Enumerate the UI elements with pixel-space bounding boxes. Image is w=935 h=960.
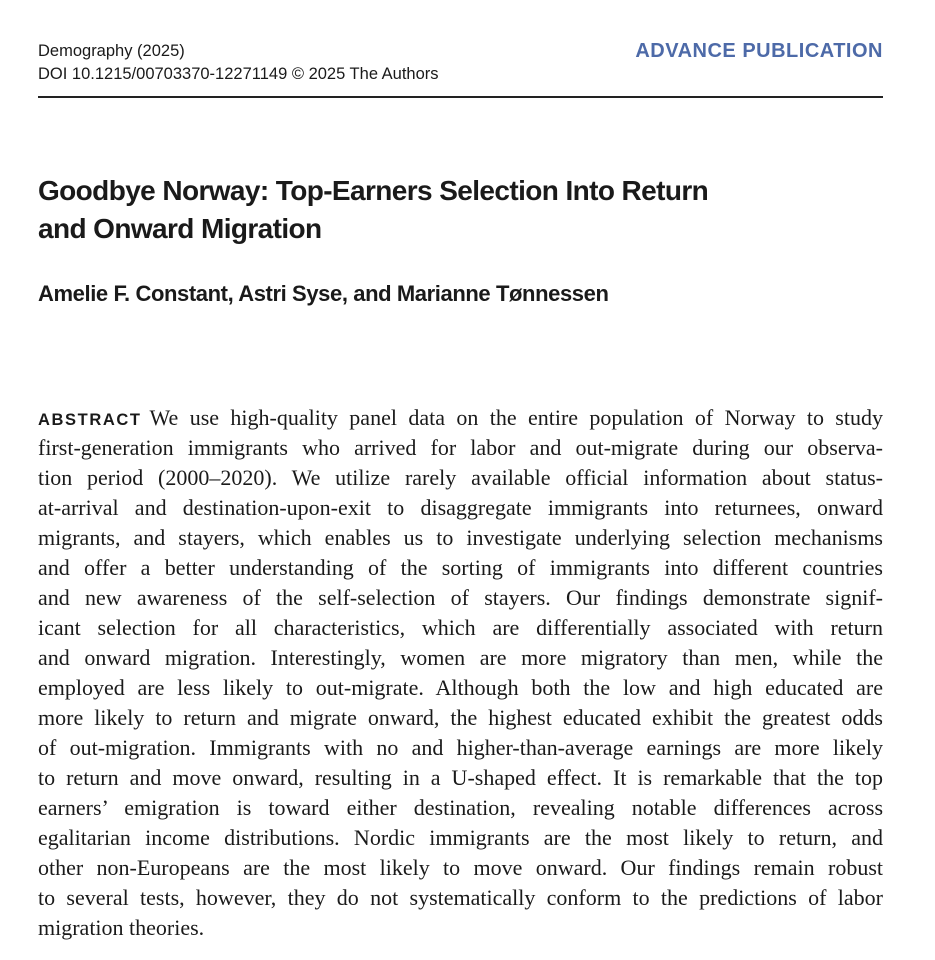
abstract-line: migration theories. (38, 915, 205, 940)
abstract-line-text: We use high-quality panel data on the entire population of Norway to study (149, 405, 883, 430)
doi-line: DOI 10.1215/00703370-12271149 © 2025 The Authors (38, 65, 439, 83)
abstract-line: icant selection for all characteristics, which are differentially associated with return (38, 615, 883, 640)
abstract-line: to several tests, however, they do not systematically conform to the predictions of labor (38, 885, 883, 910)
abstract-line: earners’ emigration is toward either destination, revealing notable differences across (38, 795, 883, 820)
abstract-line: other non-Europeans are the most likely to move onward. Our findings remain robust (38, 855, 883, 880)
abstract-line: migrants, and stayers, which enables us to investigate underlying selection mechanisms (38, 525, 883, 550)
article-title (38, 172, 858, 248)
journal-name: Demography (2025) (38, 42, 185, 60)
abstract-line: to return and move onward, resulting in a U-shaped effect. It is remarkable that the top (38, 765, 883, 790)
abstract-line: and onward migration. Interestingly, women are more migratory than men, while the (38, 645, 883, 670)
abstract-line: more likely to return and migrate onward, the highest educated exhibit the greatest odds (38, 705, 883, 730)
abstract-line: and offer a better understanding of the sorting of immigrants into different countries (38, 555, 883, 580)
abstract-line: and new awareness of the self-selection of stayers. Our findings demonstrate signif- (38, 585, 883, 610)
title-line: and Onward Migration (38, 213, 322, 244)
abstract-line: egalitarian income distributions. Nordic immigrants are the most likely to return, and (38, 825, 883, 850)
advance-publication-badge: ADVANCE PUBLICATION (635, 40, 883, 62)
title-line: Goodbye Norway: Top-Earners Selection Into Return (38, 175, 709, 206)
authors: Amelie F. Constant, Astri Syse, and Marianne Tønnessen (38, 281, 609, 306)
page-header (38, 40, 883, 98)
abstract-label: ABSTRACT (38, 411, 142, 429)
abstract-line: employed are less likely to out-migrate. Although both the low and high educated are (38, 675, 883, 700)
abstract-line: of out-migration. Immigrants with no and higher-than-average earnings are more likely (38, 735, 883, 760)
abstract-line: at-arrival and destination-upon-exit to disaggregate immigrants into returnees, onward (38, 495, 883, 520)
abstract (38, 403, 883, 943)
abstract-line (38, 403, 883, 433)
abstract-line: tion period (2000–2020). We utilize rarely available official information about status- (38, 465, 883, 490)
abstract-line: first-generation immigrants who arrived for labor and out-migrate during our observa- (38, 435, 883, 460)
